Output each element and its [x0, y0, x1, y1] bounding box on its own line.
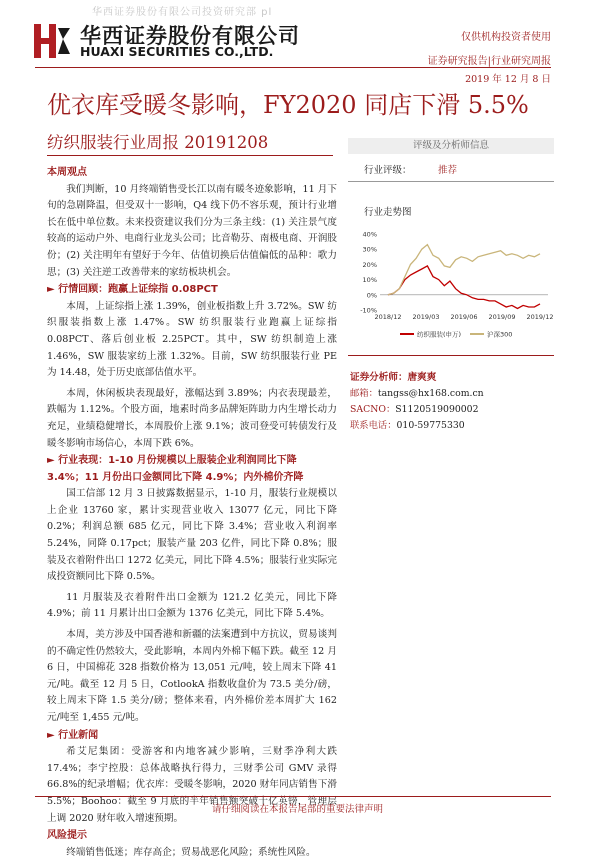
analyst-info	[348, 370, 554, 434]
section-heading: 风险提示	[47, 830, 87, 842]
watermark: 华西证券股份有限公司投资研究部 pl	[92, 7, 273, 18]
legal-notice: 请仔细阅读在本报告尾部的重要法律声明	[211, 804, 383, 815]
x-tick-label: 2019/06	[450, 313, 478, 321]
paragraph: 我们判断，10 月终端销售受长江以南有暖冬迹象影响，11 月下旬的急剧降温，但受双十一影响，Q4 线下仍不容乐观，预计行业增长在低中单位数。未来投资建议我们分为三条主线：(1) 关注景气度较高的运动户外、电商行业龙头公司；比音勒芬、南极电商、开润股份；(2) 关注明年有望好于今年、估值切换后估值偏低的品种：歌力思；(3) 关注逆工改善带来的家纺板块机会。	[47, 183, 337, 278]
report-title: 优衣库受暖冬影响，FY2020 同店下滑 5.5%	[47, 91, 529, 119]
rating-value: 推荐	[438, 165, 458, 176]
sidebar	[348, 138, 554, 434]
paragraph: 本周，上证综指上涨 1.39%，创业板指数上升 3.72%。SW 纺织服装指数上涨 1.47%。SW 纺织服装行业跑赢上证综指 0.08PCT、落后创业板 2.25PCT。其中，SW 纺织制造上涨 1.46%，SW 服装家纺上涨 1.32%。目前，SW 纺织服装行业 PE 为 14.48，处于历史底部估值水平。	[47, 300, 337, 379]
phone-label: 联系电话：	[350, 420, 397, 431]
footer-divider	[35, 796, 551, 797]
legend-label: 沪深300	[487, 330, 513, 339]
brand-name-en: HUAXI SECURITIES CO.,LTD.	[80, 44, 274, 59]
subtitle-divider	[47, 155, 333, 156]
header-divider	[35, 67, 551, 68]
audience-note: 仅供机构投资者使用	[461, 32, 551, 43]
report-date: 2019 年 12 月 8 日	[465, 74, 551, 85]
paragraph: 本周，美方涉及中国香港和新疆的法案遭到中方抗议，贸易谈判的不确定性仍然较大，受此影响，本周内外棉下幅下跌。截至 12 月 6 日，中国棉花 328 指数价格为 13,051 元/吨，较上周末下降 41 元/吨。截至 12 月 5 日，CotlookA 指数收盘价为 73.5 美分/磅，较上周末下降 1.5 美分/磅；整体来看，内外棉价差本周扩大 162 元/吨至 1,455 元/吨。	[47, 629, 337, 723]
email-row	[350, 386, 554, 402]
paragraph: 终端销售低迷；库存高企；贸易战恶化风险；系统性风险。	[66, 846, 316, 858]
paragraph: 本周，休闲板块表现最好，涨幅达到 3.89%；内衣表现最差，跌幅为 1.12%。个股方面，地素时尚多品牌矩阵助力内生增长动力充足，业绩稳健增长，本周股价上涨 9.1%；波司登受可转债发行及暖冬影响市场信心，本周下跌 6%。	[47, 387, 337, 449]
x-tick-label: 2019/09	[488, 313, 516, 321]
y-tick-label: 30%	[362, 245, 377, 254]
y-tick-label: 40%	[362, 230, 377, 239]
series-line	[388, 266, 540, 309]
report-type: 证券研究报告|行业研究周报	[427, 56, 551, 67]
trend-chart	[348, 228, 554, 346]
sidebar-header: 评级及分析师信息	[348, 138, 554, 154]
sac-label: SACNO：	[350, 404, 396, 415]
section-heading: ► 行业新闻	[47, 729, 99, 741]
analyst-email[interactable]: tangss@hx168.com.cn	[377, 388, 484, 399]
y-tick-label: -10%	[360, 306, 377, 315]
main-content	[47, 164, 337, 861]
legend-label: 纺织服装(申万)	[417, 330, 462, 339]
section-heading: ► 行业表现：1-10 月份规模以上服装企业利润同比下降 3.4%；11 月份出口金额同比下降 4.9%；内外棉价齐降	[47, 455, 304, 483]
sac-row	[350, 402, 554, 418]
y-tick-label: 20%	[362, 260, 377, 269]
rating-label: 行业评级：	[364, 165, 412, 176]
rating-row	[348, 154, 554, 182]
y-tick-label: 10%	[362, 276, 377, 285]
trend-label: 行业走势图	[364, 207, 412, 218]
x-tick-label: 2018/12	[374, 313, 402, 321]
x-tick-label: 2019/03	[412, 313, 440, 321]
paragraph: 11 月服装及衣着附件出口金额为 121.2 亿美元，同比下降 4.9%；前 11 月累计出口金额为 1376 亿美元，同比下降 5.4%。	[47, 591, 337, 620]
section-heading: 本周观点	[47, 167, 87, 178]
email-label: 邮箱：	[350, 388, 378, 399]
brand-name-cn: 华西证券股份有限公司	[80, 24, 300, 48]
paragraph: 希艾尼集团：受游客和内地客减少影响，三财季净利大跌 17.4%；李宁控股：总体战略执行得力，三财季公司 GMV 录得 66.8%的纪录增幅；优衣库：受暖冬影响，2020 财年同店销售下滑 5.5%；Boohoo：截至 9 月底的半年销售额突破十亿英镑，管理层上调 2020 财年收入增速预期。	[47, 746, 337, 824]
y-tick-label: 0%	[366, 291, 377, 300]
sidebar-divider	[348, 355, 554, 356]
sac-number: S1120519090002	[395, 404, 479, 415]
section-heading: ► 行情回顾：跑赢上证综指 0.08PCT	[47, 284, 218, 296]
x-tick-label: 2019/12	[526, 313, 554, 321]
phone-number: 010-59775330	[396, 420, 465, 431]
series-line	[388, 245, 540, 295]
report-subtitle: 纺织服装行业周报 20191208	[47, 133, 269, 152]
analyst-name: 证券分析师：唐爽爽	[350, 372, 437, 383]
paragraph: 国工信部 12 月 3 日披露数据显示，1-10 月，服装行业规模以上企业 13760 家，累计实现营业收入 13077 亿元，同比下降 0.2%；利润总额 685 亿元，同比下降 3.4%；营业收入利润率 5.24%，同降 0.17pct；服装产量 203 亿件，同比下降 0.8%；服装及衣着附件出口 1272 亿美元，同比下降 4.5%；服装行业实际完成投资额同比下降 0.5%。	[47, 488, 337, 583]
phone-row	[350, 418, 554, 434]
company-logo	[34, 24, 70, 58]
